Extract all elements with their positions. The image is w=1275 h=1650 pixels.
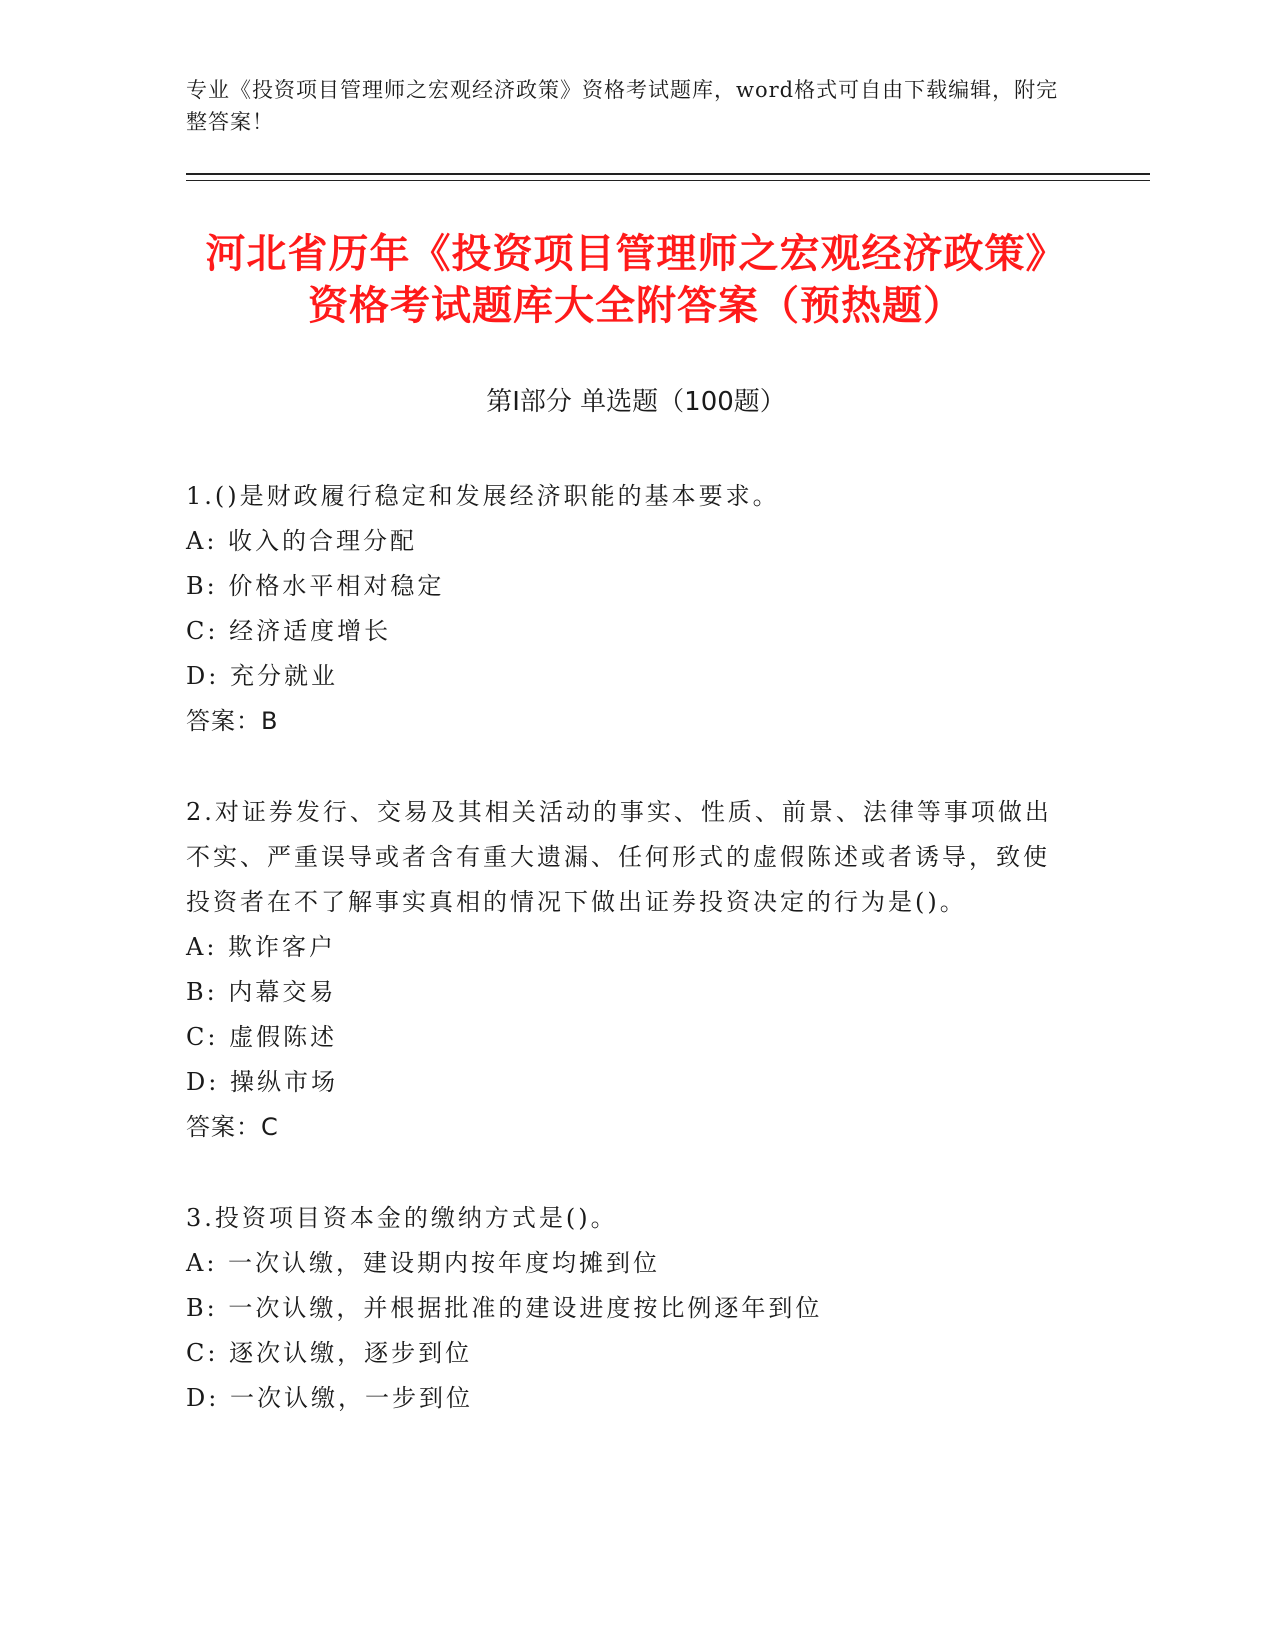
header-divider-thick [186, 173, 1150, 175]
option-a: A: 欺诈客户 [186, 933, 337, 961]
header-divider-thin [186, 180, 1150, 181]
option-d: D: 一次认缴，一步到位 [186, 1384, 473, 1412]
option-d: D: 充分就业 [186, 662, 338, 690]
option-a: A: 收入的合理分配 [186, 527, 418, 555]
option-c: C: 经济适度增长 [186, 617, 392, 645]
option-b: B: 内幕交易 [186, 978, 337, 1006]
header-note: 专业《投资项目管理师之宏观经济政策》资格考试题库，word格式可自由下载编辑，附完整答案！ [186, 78, 1059, 134]
question-2 [186, 790, 1066, 1150]
question-stem: 3.投资项目资本金的缴纳方式是()。 [186, 1204, 618, 1232]
answer: 答案：C [186, 1113, 279, 1141]
option-c: C: 虚假陈述 [186, 1023, 338, 1051]
option-b: B: 价格水平相对稳定 [186, 572, 445, 600]
question-1 [186, 474, 1066, 744]
question-stem: 2.对证券发行、交易及其相关活动的事实、性质、前景、法律等事项做出不实、严重误导或者含有重大遗漏、任何形式的虚假陈述或者诱导，致使投资者在不了解事实真相的情况下做出证券投资决定的行为是()。 [186, 798, 1052, 916]
question-stem: 1.()是财政履行稳定和发展经济职能的基本要求。 [186, 482, 780, 510]
option-a: A: 一次认缴，建设期内按年度均摊到位 [186, 1249, 661, 1277]
document-title: 河北省历年《投资项目管理师之宏观经济政策》资格考试题库大全附答案（预热题） [205, 231, 1067, 329]
section-title: 第Ⅰ部分 单选题（100题） [486, 387, 786, 417]
option-b: B: 一次认缴，并根据批准的建设进度按比例逐年到位 [186, 1294, 823, 1322]
question-list [186, 474, 1066, 1467]
option-d: D: 操纵市场 [186, 1068, 338, 1096]
option-c: C: 逐次认缴，逐步到位 [186, 1339, 473, 1367]
answer: 答案：B [186, 707, 279, 735]
question-3 [186, 1196, 1066, 1421]
